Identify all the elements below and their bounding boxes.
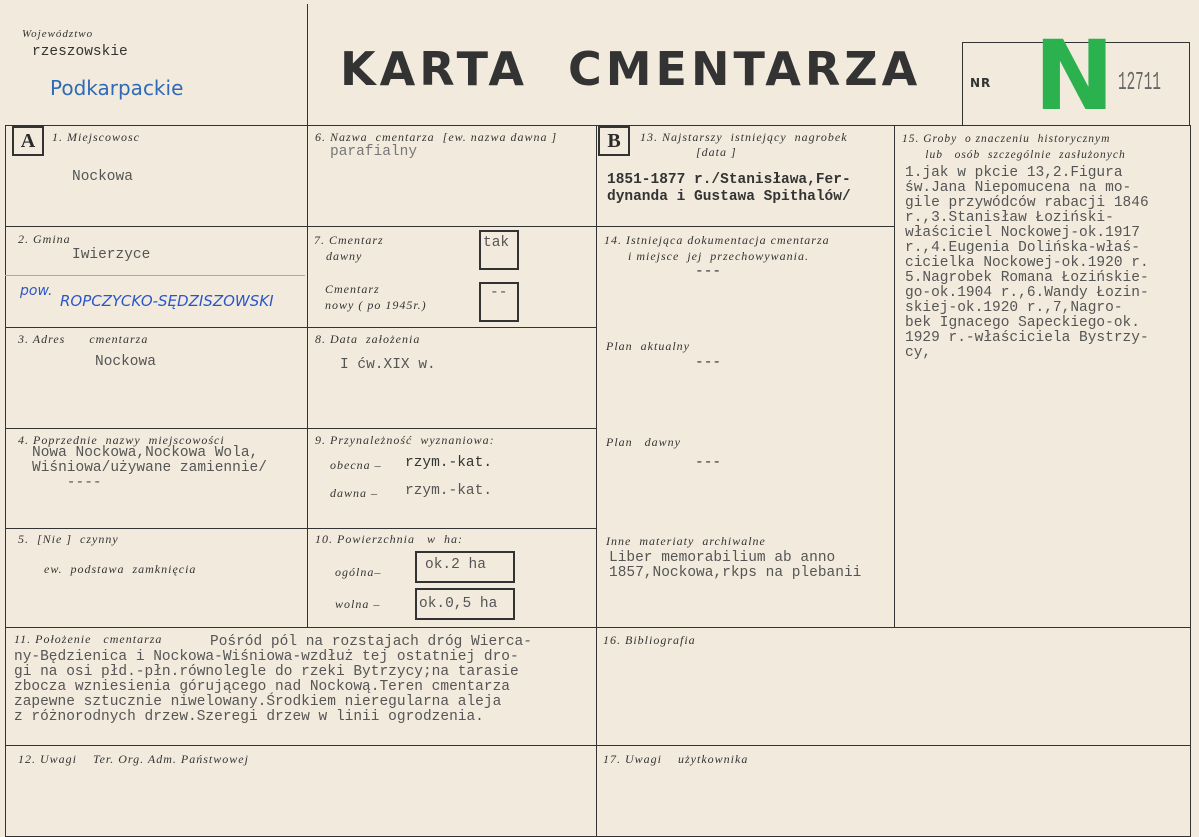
- field-2-value: Iwierzyce: [72, 247, 151, 263]
- field-15-value: 1.jak w pkcie 13,2.Figura św.Jana Niepomucena na mo- gile przywódców rabacji 1846 r.,3.Stanisław Łoziński- właściciel Nockowej-ok.1917 r.,4.Eugenia Dolińska-właś- cicielka Nockowej-ok.1920 r. 5.Nagrobek Romana Łozińskie- go-ok.1904 r.,6.Wandy Łozin- skiej-ok.1920 r.,7,Nagro- bek Ignacego Sapeckiego-ok. 1929 r.-właściciela Bystrzy- cy,: [905, 165, 1149, 361]
- field-7-new-value: --: [490, 285, 508, 301]
- field-13-value: 1851-1877 r./Stanisława,Fer- dynanda i Gustawa Spithalów/: [607, 172, 851, 205]
- field-10-free-value: ok.0,5 ha: [419, 596, 498, 612]
- field-17-label: 17. Uwagi użytkownika: [603, 752, 749, 766]
- current-plan-value: ---: [695, 355, 722, 371]
- voivodeship-label: Województwo: [22, 28, 94, 40]
- field-10-total-value: ok.2 ha: [425, 557, 486, 573]
- field-6-value: parafialny: [330, 144, 418, 160]
- field-12-label: 12. Uwagi Ter. Org. Adm. Państwowej: [18, 752, 249, 766]
- field-7-old-label: 7. Cmentarz dawny: [314, 233, 384, 263]
- field-2-label: 2. Gmina: [18, 232, 71, 246]
- voivodeship-old: rzeszowskie: [32, 44, 128, 60]
- field-7-old-value: tak: [483, 235, 510, 251]
- county-value: ROPCZYCKO-SĘDZISZOWSKI: [60, 292, 274, 310]
- field-8-value: I ćw.XIX w.: [340, 357, 436, 373]
- field-1-cell: [5, 125, 308, 227]
- number-letter-stamp: N: [1034, 20, 1115, 132]
- field-11-value: [14, 635, 532, 725]
- field-11-label: 11. Położenie cmentarza: [14, 632, 163, 646]
- field-10-free-label: wolna –: [335, 597, 381, 611]
- field-4-value: Nowa Nockowa,Nockowa Wola, Wiśniowa/używane zamiennie/ ----: [32, 445, 267, 491]
- other-materials-label: Inne materiaty archiwalne: [606, 534, 766, 548]
- field-5-sub: ew. podstawa zamknięcia: [44, 562, 197, 576]
- field-15-label: 15. Groby o znaczeniu historycznym lub osób szczególnie zasłużonych: [902, 133, 1126, 161]
- voivodeship-cell: [5, 4, 308, 126]
- field-9-former-value: rzym.-kat.: [405, 483, 493, 499]
- field-10-total-label: ogólna–: [335, 565, 382, 579]
- field-1-value: Nockowa: [72, 169, 133, 185]
- number-value: 12711: [1118, 67, 1161, 97]
- field-9-current-label: obecna –: [330, 458, 382, 472]
- total-area-box: [415, 551, 515, 583]
- old-cemetery-box: [479, 230, 519, 270]
- field-9-former-label: dawna –: [330, 486, 379, 500]
- county-label: pow.: [20, 283, 53, 299]
- field-1-label: 1. Miejscowosc: [52, 130, 140, 144]
- field-9-current-value: rzym.-kat.: [405, 455, 493, 471]
- field-5-label: 5. [Nie ] czynny: [18, 532, 119, 546]
- former-plan-value: ---: [695, 455, 722, 471]
- field-14-value: ---: [695, 264, 722, 280]
- field-13-label: 13. Najstarszy istniejący nagrobek [data ]: [640, 130, 848, 159]
- field-6-label: 6. Nazwa cmentarza [ew. nazwa dawna ]: [315, 130, 558, 144]
- voivodeship-stamp: Podkarpackie: [50, 76, 184, 100]
- field-3-label: 3. Adres cmentarza: [18, 332, 149, 346]
- free-area-box: [415, 588, 515, 620]
- new-cemetery-box: [479, 282, 519, 322]
- section-a-marker: A: [12, 126, 44, 156]
- other-materials-value: Liber memorabilium ab anno 1857,Nockowa,rkps na plebanii: [609, 550, 862, 581]
- former-plan-label: Plan dawny: [606, 435, 681, 449]
- field-14-label: 14. Istniejąca dokumentacja cmentarza i miejsce jej przechowywania.: [604, 233, 830, 263]
- field-9-label: 9. Przynależność wyznaniowa:: [315, 433, 495, 447]
- field-7-new-label: Cmentarz nowy ( po 1945r.): [325, 282, 427, 312]
- current-plan-label: Plan aktualny: [606, 339, 690, 353]
- field-10-label: 10. Powierzchnia w ha:: [315, 532, 463, 546]
- field-3-value: Nockowa: [95, 354, 156, 370]
- section-b-marker: B: [598, 126, 630, 156]
- field-16-label: 16. Bibliografia: [603, 633, 696, 647]
- field-8-label: 8. Data założenia: [315, 332, 421, 346]
- card-title: KARTA CMENTARZA: [340, 42, 922, 96]
- field-11-text: Pośród pól na rozstajach dróg Wierca- ny-Będzienica i Nockowa-Wiśniowa-wzdłuż tej ostatniej dro- gi na osi płd.-płn.równolegle do rzeki Bytrzycy;na tarasie zbocza wzniesienia górującego nad Nockową.Teren cmentarza zapewne sztucznie niwelowany.Środkiem nieregularna aleja z różnorodnych drzew.Szeregi drzew w linii ogrodzenia.: [14, 634, 532, 725]
- field-4-label: 4. Poprzednie nazwy miejscowości: [18, 433, 225, 447]
- number-label: NR: [970, 76, 992, 90]
